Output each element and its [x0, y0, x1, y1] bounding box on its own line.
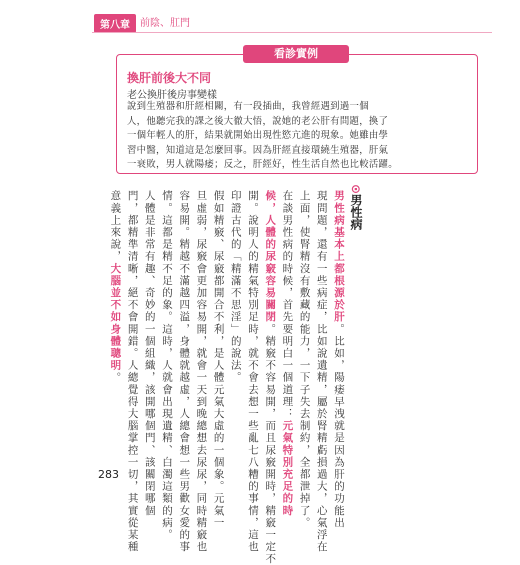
text-column — [229, 190, 243, 462]
text-column — [126, 190, 140, 553]
circle-dot-icon: ⊙ — [349, 184, 363, 195]
body-text: 開。說明人的精氣特別足時，就不會去想一些亂七八糟的事情，這也 — [247, 190, 259, 553]
body-text: 。比如，陽痿早洩就是因為肝的功能出 — [333, 323, 345, 529]
text-column — [108, 190, 122, 462]
text-column — [280, 190, 294, 517]
case-line: 一個年輕人的肝，結果就開始出現性慾亢進的現象。她雖由學 — [127, 130, 389, 141]
body-text: 印證古代的「精滿不思淫」的說法。 — [229, 190, 242, 384]
body-text: 在談男性病的時候，首先要明白一個道理： — [281, 190, 294, 420]
case-study-body — [127, 100, 469, 173]
case-line: 人，他聽完我的課之後大徹大悟，說她的老公肝有問題，換了 — [127, 115, 389, 127]
body-text: 。 — [109, 371, 122, 384]
case-study-header: 看診實例 — [243, 45, 349, 63]
body-text: 門，都精準清晰，絕不會開錯。人總覺得大腦掌控一切，其實從某種 — [126, 190, 139, 553]
text-column — [160, 190, 174, 541]
body-text: 上面，使腎精沒有敷藏的能力，一下子失去制約，全都泄掉了。 — [298, 190, 311, 529]
text-column — [315, 190, 329, 553]
body-text: 意義上來說， — [109, 190, 122, 263]
chapter-title: 前陰、肛門 — [140, 18, 190, 29]
text-column — [246, 190, 260, 553]
body-text: 假如精竅、尿竅都開合不利，是人體元氣大虛的一個象。元氣一 — [212, 190, 225, 529]
header-divider — [92, 32, 492, 33]
body-text: 旦虛弱，尿竅會更加容易開，就會一天到晚總想去尿尿，同時精竅也 — [195, 190, 208, 553]
case-line: 說到生殖器和肝經相關，有一段插曲，我曾經遇到過一個 — [127, 101, 369, 112]
body-text: 人體是非常有趣、奇妙的一個組織，該開哪個門、該關閉哪個 — [143, 190, 156, 517]
section-heading-text: 男性病 — [349, 194, 363, 231]
highlighted-text: 男性病基本上都根源於肝 — [333, 190, 345, 324]
text-column — [212, 190, 226, 529]
text-column — [263, 190, 277, 565]
body-text: 情。這都是精不足的象。這時，人就會出現遺精、白濁這類的病。 — [161, 190, 173, 541]
text-column — [177, 190, 191, 553]
case-line: 一衰敗，男人就陽痿；反之，肝經好，性生活自然也比較活躍。 — [127, 159, 398, 170]
text-column — [143, 190, 157, 517]
body-text: 。精竅不容易開，而且尿竅開時，精竅一定不 — [264, 323, 277, 565]
highlighted-text: 候，人體的尿竅容易關閉 — [264, 190, 277, 324]
body-text: 容易開。精越不滿越四溢，身體就越虛，人總會想一些男歡女愛的事 — [178, 190, 191, 553]
highlighted-text: 大腦並不如身體聰明 — [109, 262, 122, 372]
text-column — [194, 190, 208, 553]
highlighted-text: 元氣特別充足的時 — [281, 419, 294, 517]
chapter-tag: 第八章 — [94, 14, 136, 33]
case-line: 習中醫，知道這是怎麼回事。因為肝經直接環繞生殖器，肝氣 — [127, 144, 389, 156]
body-text: 現問題，還有一些病症，比如說遺精，屬於腎精虧損過大，心氣浮在 — [315, 190, 328, 553]
case-study-title: 換肝前後大不同 — [127, 71, 212, 85]
text-column — [298, 190, 312, 529]
text-column — [332, 190, 346, 529]
page-number: 283 — [98, 468, 119, 481]
case-study-subtitle: 老公換肝後房事變樣 — [127, 90, 217, 101]
section-heading — [348, 184, 365, 230]
case-study-box — [116, 47, 478, 174]
